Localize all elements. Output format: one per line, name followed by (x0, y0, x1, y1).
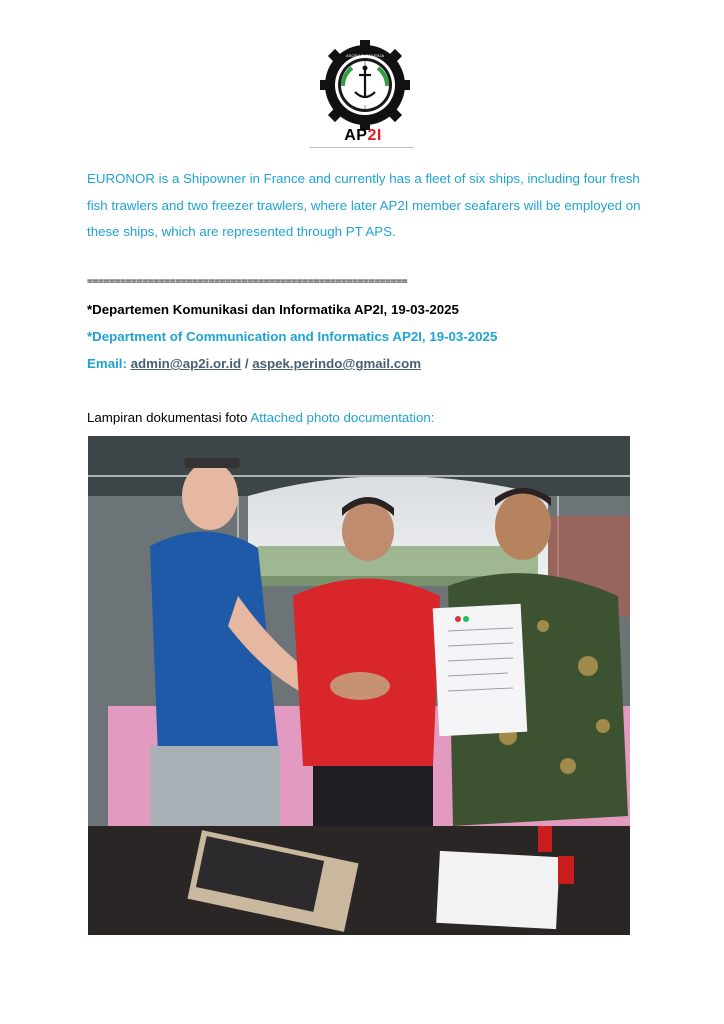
signed-document (433, 604, 528, 736)
department-line-english: *Department of Communication and Informatics AP2I, 19-03-2025 (87, 329, 498, 344)
logo-wordmark: AP2I (344, 127, 382, 144)
intro-paragraph: EURONOR is a Shipowner in France and currently has a fleet of six ships, including four fresh fish trawlers and two freezer trawlers, where later AP2I member seafarers will be employed on these ships, which are represented through PT APS. (87, 171, 641, 239)
email-separator: / (244, 356, 249, 371)
email-line (87, 356, 421, 371)
logo-underline (310, 147, 414, 148)
department-line-indonesian: *Departemen Komunikasi dan Informatika AP2I, 19-03-2025 (87, 302, 459, 317)
joined-hands (330, 672, 390, 700)
email-link-admin[interactable]: admin@ap2i.or.id (130, 356, 242, 371)
email-label: Email: (87, 356, 127, 371)
attachment-label-indonesian: Lampiran dokumentasi foto (87, 410, 248, 425)
seal-lettering: ASOSIASI PEKERJA (345, 53, 385, 58)
attachment-label (87, 410, 434, 425)
email-link-aspek[interactable]: aspek.perindo@gmail.com (252, 356, 422, 371)
attachment-label-english: Attached photo documentation: (250, 410, 435, 425)
separator-line: ========================================================== (87, 276, 408, 287)
gear-seal-icon (316, 40, 414, 132)
signing-ceremony-photo (88, 436, 630, 935)
